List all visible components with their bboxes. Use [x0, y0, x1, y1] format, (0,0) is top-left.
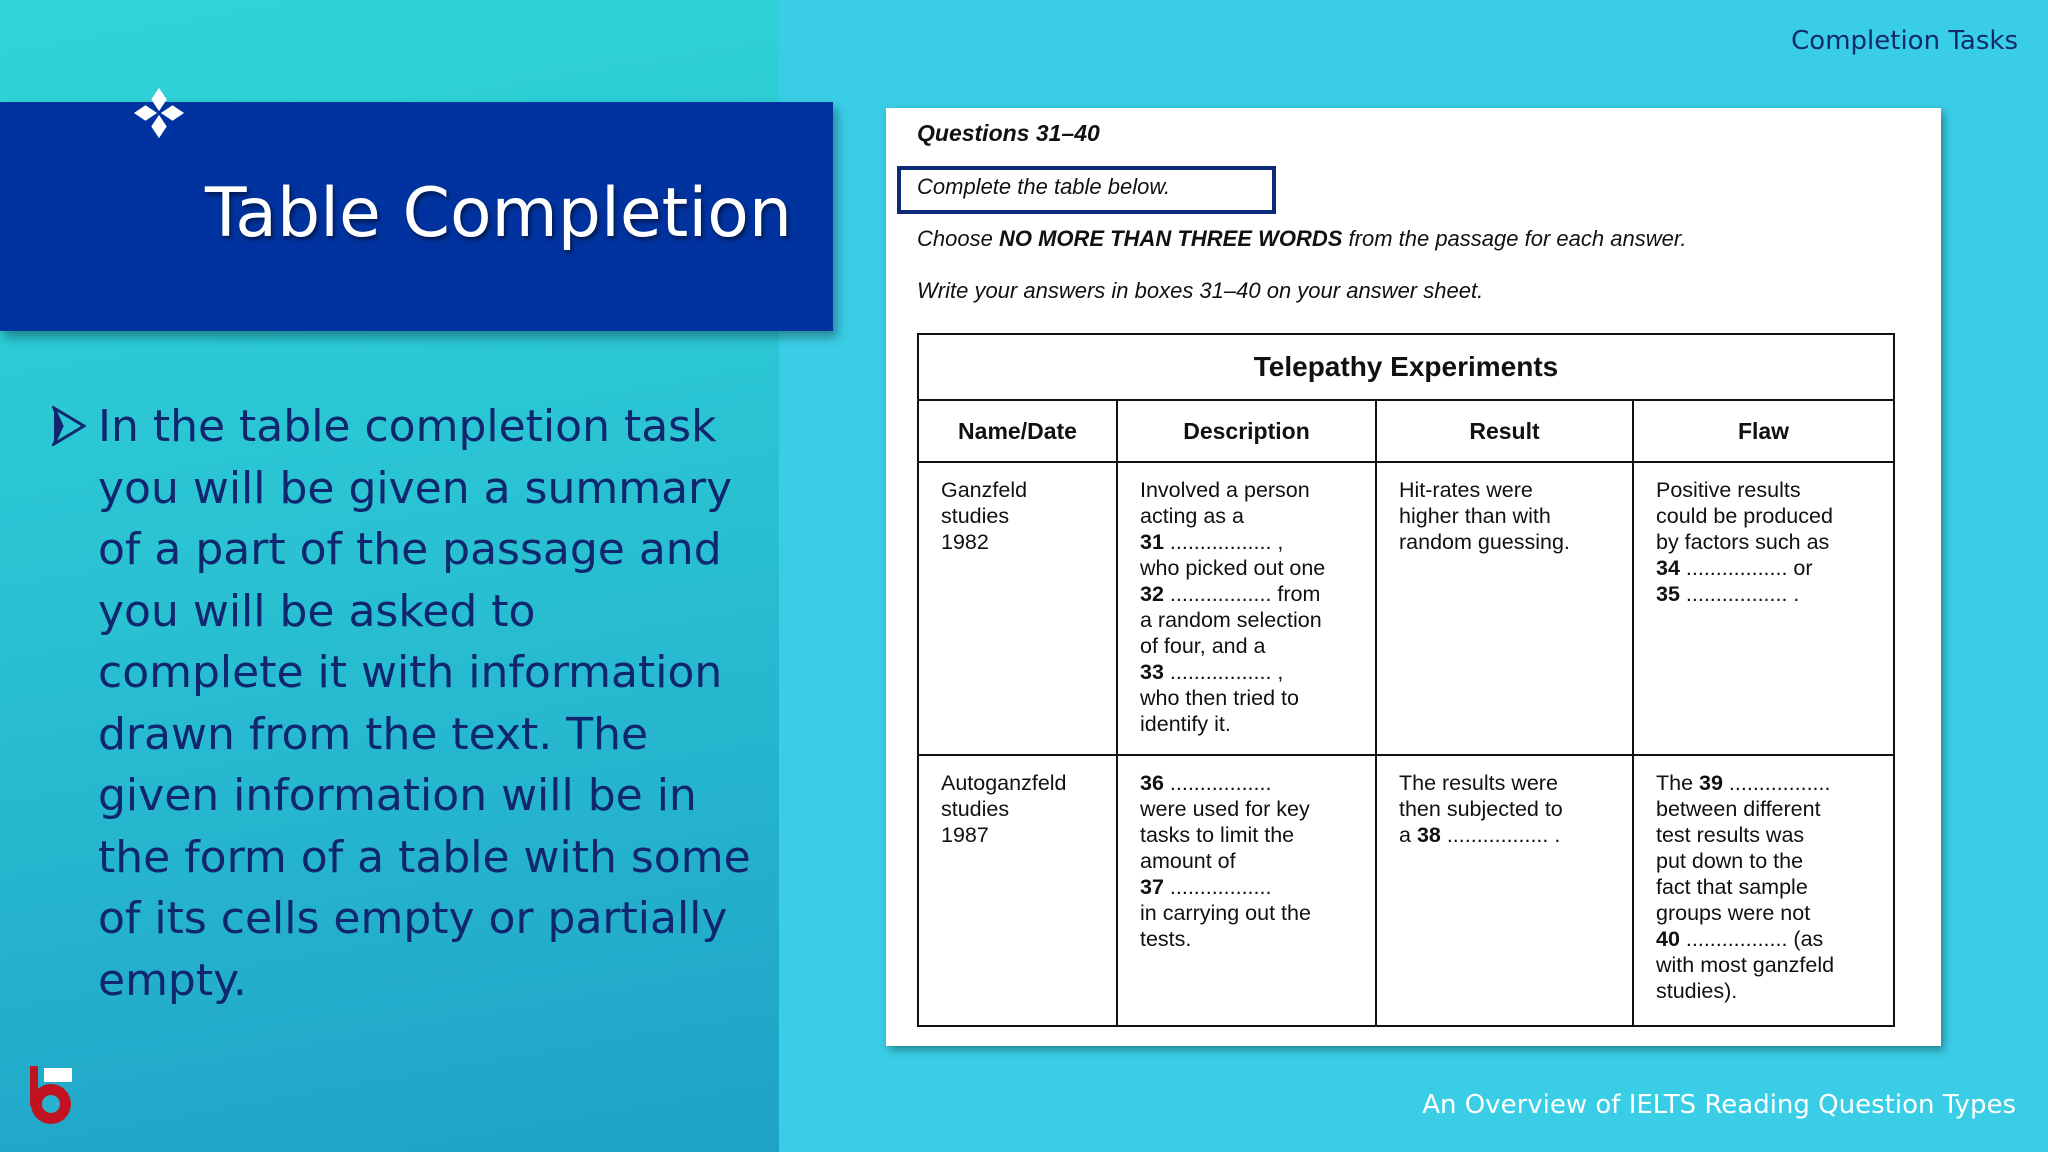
cell-line: random guessing. [1399, 530, 1570, 554]
instruction-word-limit-pre: Choose [917, 226, 999, 251]
cell-line: Positive results [1656, 478, 1801, 502]
cell-description [1117, 755, 1376, 1026]
instruction-word-limit-bold: NO MORE THAN THREE WORDS [998, 226, 1343, 251]
cell-line: The 39 ................. [1656, 771, 1831, 795]
cell-line: put down to the [1656, 849, 1804, 873]
cell-line: a 38 ................. . [1399, 823, 1561, 847]
question-number: 37 [1140, 875, 1164, 899]
question-number: 35 [1656, 582, 1680, 606]
cell-line: studies [941, 797, 1010, 821]
cell-result [1376, 755, 1633, 1026]
questions-heading: Questions 31–40 [917, 120, 1100, 146]
cell-line: 33 ................. , [1140, 660, 1284, 684]
cell-line: fact that sample [1656, 875, 1808, 899]
question-number: 36 [1140, 771, 1164, 795]
cell-line: test results was [1656, 823, 1805, 847]
cell-line: could be produced [1656, 504, 1833, 528]
column-header-description: Description [1117, 400, 1376, 462]
table-row [918, 755, 1894, 1026]
section-label: Completion Tasks [1791, 26, 2018, 56]
question-number: 39 [1699, 771, 1723, 795]
instruction-word-limit [917, 226, 1686, 252]
cell-line: 1982 [941, 530, 989, 554]
cell-line: 40 ................. (as [1656, 927, 1824, 951]
cell-flaw [1633, 755, 1894, 1026]
cell-line: who picked out one [1140, 556, 1326, 580]
question-number: 32 [1140, 582, 1164, 606]
cell-result [1376, 462, 1633, 755]
question-number: 38 [1416, 823, 1441, 847]
instruction-answer-sheet: Write your answers in boxes 31–40 on your answer sheet. [917, 278, 1484, 303]
cell-line: 32 ................. from [1140, 582, 1321, 606]
cell-line: Autoganzfeld [941, 771, 1067, 795]
column-header-flaw: Flaw [1633, 400, 1894, 462]
cell-line: by factors such as [1656, 530, 1830, 554]
cell-line: with most ganzfeld [1656, 953, 1835, 977]
question-number: 34 [1656, 556, 1680, 580]
cell-line: a random selection [1140, 608, 1322, 632]
slide-title: Table Completion [205, 174, 792, 253]
cell-line: Hit-rates were [1399, 478, 1533, 502]
telepathy-table [917, 333, 1895, 1027]
cell-flaw [1633, 462, 1894, 755]
cell-line: tasks to limit the [1140, 823, 1295, 847]
slide-body-text: In the table completion task you will be given a summary of a part of the passage and you will be asked to complete it with information drawn from the text. The given information will be in the form of a table with some of its cells empty or partially empty. [98, 401, 751, 1006]
cell-line: 1987 [941, 823, 989, 847]
cell-line: 34 ................. or [1656, 556, 1813, 580]
cell-line: between different [1656, 797, 1821, 821]
cell-line: were used for key [1140, 797, 1310, 821]
table-caption: Telepathy Experiments [918, 334, 1894, 400]
question-document [886, 108, 1941, 1046]
table-row [918, 462, 1894, 755]
column-header-name-date: Name/Date [918, 400, 1117, 462]
cell-line: studies). [1656, 979, 1738, 1003]
instruction-word-limit-post: from the passage for each answer. [1342, 226, 1687, 251]
cell-name [918, 462, 1117, 755]
footer-text: An Overview of IELTS Reading Question Types [1422, 1090, 2016, 1120]
cell-line: 37 ................. [1140, 875, 1272, 899]
brand-logo [26, 1060, 76, 1128]
title-bar [0, 102, 833, 331]
cell-line: higher than with [1399, 504, 1551, 528]
cell-line: who then tried to [1140, 686, 1299, 710]
cell-line: studies [941, 504, 1010, 528]
cell-line: of four, and a [1140, 634, 1266, 658]
cell-line: 35 ................. . [1656, 582, 1800, 606]
cell-line: tests. [1140, 927, 1192, 951]
cell-line: Involved a person [1140, 478, 1310, 502]
diamond-bullet-icon [132, 86, 186, 140]
slide-body [52, 396, 752, 1011]
cell-name [918, 755, 1117, 1026]
column-header-result: Result [1376, 400, 1633, 462]
cell-line: in carrying out the [1140, 901, 1311, 925]
cell-line: groups were not [1656, 901, 1811, 925]
cell-line: Ganzfeld [941, 478, 1028, 502]
cell-line: 31 ................. , [1140, 530, 1284, 554]
arrow-bullet-icon [52, 406, 86, 446]
question-number: 40 [1656, 927, 1680, 951]
cell-line: 36 ................. [1140, 771, 1272, 795]
cell-line: amount of [1140, 849, 1236, 873]
cell-line: then subjected to [1399, 797, 1563, 821]
cell-line: The results were [1399, 771, 1558, 795]
cell-line: acting as a [1140, 504, 1244, 528]
instruction-complete: Complete the table below. [917, 174, 1171, 199]
question-number: 33 [1140, 660, 1164, 684]
cell-description [1117, 462, 1376, 755]
question-number: 31 [1140, 530, 1164, 554]
cell-line: identify it. [1140, 712, 1231, 736]
